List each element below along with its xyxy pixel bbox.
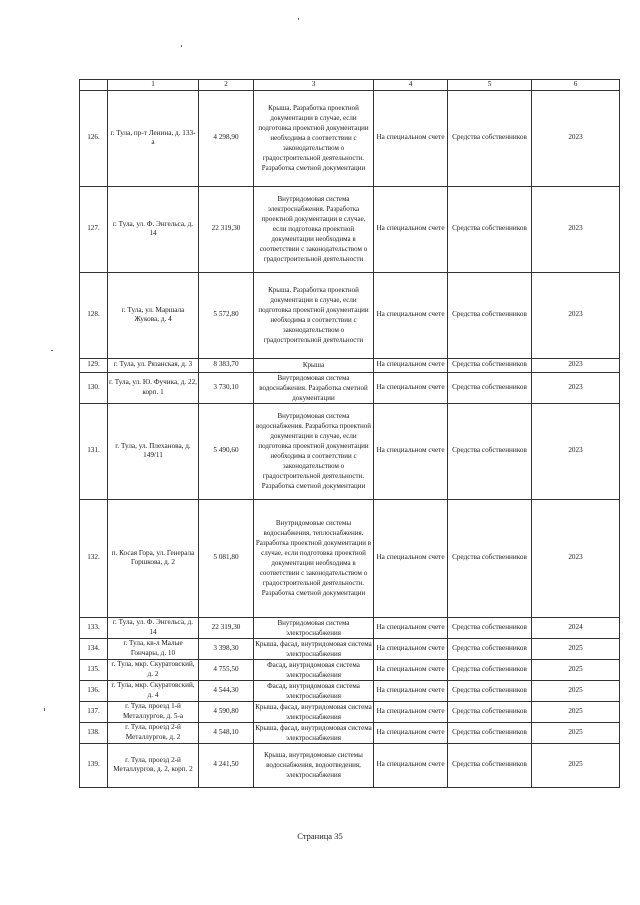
row-number-cell: 133. <box>80 617 108 638</box>
address-cell: г. Тула, проезд 2-й Металлургов, д. 2 <box>108 722 199 743</box>
table-row <box>80 403 620 499</box>
address-cell: г. Тула, мкр. Скуратовский, д. 4 <box>108 680 199 701</box>
table-row <box>80 272 620 358</box>
account-cell: На специальном счете <box>374 722 448 743</box>
address-cell: г. Тула, ул. Плеханова, д. 149/11 <box>108 403 199 499</box>
area-cell: 22 319,30 <box>199 186 254 272</box>
work-type-cell: Крыша, фасад, внутридомовая система электроснабжения <box>255 723 372 742</box>
work-type-cell: Крыша, фасад, внутридомовая система электроснабжения <box>255 639 372 658</box>
table-row <box>80 638 620 659</box>
account-cell: На специальном счете <box>374 638 448 659</box>
year-cell: 2025 <box>532 743 620 787</box>
area-cell: 4 544,30 <box>199 680 254 701</box>
funding-source-cell: Средства собственников <box>448 90 532 186</box>
table-row <box>80 701 620 722</box>
area-cell: 4 548,10 <box>199 722 254 743</box>
year-cell: 2023 <box>532 186 620 272</box>
area-cell: 8 383,70 <box>199 358 254 372</box>
funding-source-cell: Средства собственников <box>448 358 532 372</box>
funding-source-cell: Средства собственников <box>448 186 532 272</box>
table-row <box>80 659 620 680</box>
account-cell: На специальном счете <box>374 403 448 499</box>
header-cell-2: 2 <box>199 80 254 91</box>
year-cell: 2024 <box>532 617 620 638</box>
scan-speck <box>44 708 45 711</box>
address-cell: г. Тула, ул. Ф. Энгельса, д. 14 <box>108 617 199 638</box>
work-type-cell: Крыша, внутридомовые системы водоснабжения, водоотведения, электроснабжения <box>254 743 374 787</box>
area-cell: 22 319,30 <box>199 617 254 638</box>
area-cell: 4 755,50 <box>199 659 254 680</box>
year-cell: 2023 <box>532 499 620 617</box>
account-cell: На специальном счете <box>374 272 448 358</box>
header-cell-num <box>80 80 108 91</box>
table-row <box>80 617 620 638</box>
scan-speck <box>181 45 182 47</box>
table-row <box>80 372 620 403</box>
table-row <box>80 743 620 787</box>
row-number-cell: 126. <box>80 90 108 186</box>
table-row <box>80 186 620 272</box>
year-cell: 2025 <box>532 638 620 659</box>
account-cell: На специальном счете <box>374 499 448 617</box>
row-number-cell: 139. <box>80 743 108 787</box>
area-cell: 5 081,80 <box>199 499 254 617</box>
funding-source-cell: Средства собственников <box>448 722 532 743</box>
address-cell: г. Тула, пр-т Ленина, д. 133-а <box>108 90 199 186</box>
row-number-cell: 137. <box>80 701 108 722</box>
address-cell: г. Тула, ул. Ф. Энгельса, д. 14 <box>108 186 199 272</box>
address-cell: г. Тула, ул. Маршала Жукова, д. 4 <box>108 272 199 358</box>
row-number-cell: 131. <box>80 403 108 499</box>
area-cell: 3 398,30 <box>199 638 254 659</box>
year-cell: 2023 <box>532 358 620 372</box>
account-cell: На специальном счете <box>374 680 448 701</box>
work-type-cell: Крыша <box>254 358 374 372</box>
table-row <box>80 499 620 617</box>
header-cell-1: 1 <box>108 80 199 91</box>
year-cell: 2023 <box>532 90 620 186</box>
row-number-cell: 134. <box>80 638 108 659</box>
address-cell: г. Тула, проезд 2-й Металлургов, д. 2, корп. 2 <box>108 743 199 787</box>
address-cell: г. Тула, ул. Рязанская, д. 3 <box>108 358 199 372</box>
year-cell: 2023 <box>532 272 620 358</box>
funding-source-cell: Средства собственников <box>448 701 532 722</box>
table-row <box>80 722 620 743</box>
work-type-cell: Крыша. Разработка проектной документации в случае, если подготовка проектной документации необходима в соответствии с законодательством о градостроительной деятельности <box>254 272 374 358</box>
account-cell: На специальном счете <box>374 659 448 680</box>
header-row <box>80 80 620 91</box>
work-type-cell: Внутридомовая система водоснабжения. Разработка проектной документации в случае, если подготовка проектной документации необходима в соответствии с законодательством о градостроительной деятельности. Разработка сметной документации <box>254 403 374 499</box>
funding-source-cell: Средства собственников <box>448 403 532 499</box>
work-type-cell: Крыша. Разработка проектной документации в случае, если подготовка проектной документации необходима в соответствии с законодательством о градостроительной деятельности. Разработка сметной документации <box>254 90 374 186</box>
account-cell: На специальном счете <box>374 743 448 787</box>
address-cell: г. Тула, проезд 1-й Металлургов, д. 5-а <box>108 701 199 722</box>
row-number-cell: 129. <box>80 358 108 372</box>
address-cell: п. Косая Гора, ул. Генерала Горшкова, д. 2 <box>108 499 199 617</box>
table-row <box>80 680 620 701</box>
year-cell: 2025 <box>532 659 620 680</box>
funding-source-cell: Средства собственников <box>448 372 532 403</box>
funding-source-cell: Средства собственников <box>448 617 532 638</box>
account-cell: На специальном счете <box>374 186 448 272</box>
area-cell: 3 730,10 <box>199 372 254 403</box>
work-type-cell: Внутридомовая система электроснабжения <box>254 617 374 638</box>
work-type-cell: Внутридомовые системы водоснабжения, теплоснабжения. Разработка проектной документации в случае, если подготовка проектной документации необходима в соответствии с законодательством о градостроительной деятельности. Разработка сметной документации <box>254 499 374 617</box>
funding-source-cell: Средства собственников <box>448 272 532 358</box>
address-cell: г. Тула, мкр. Скуратовский, д. 2 <box>108 659 199 680</box>
header-cell-5: 5 <box>448 80 532 91</box>
row-number-cell: 138. <box>80 722 108 743</box>
table-row <box>80 90 620 186</box>
work-type-cell: Фасад, внутридомовая система электроснабжения <box>254 680 374 701</box>
work-type-cell: Крыша, фасад, внутридомовая система электроснабжения <box>255 702 372 721</box>
account-cell: На специальном счете <box>374 617 448 638</box>
row-number-cell: 130. <box>80 372 108 403</box>
row-number-cell: 132. <box>80 499 108 617</box>
work-type-cell: Внутридомовая система водоснабжения. Разработка сметной документации <box>254 372 374 403</box>
area-cell: 5 490,60 <box>199 403 254 499</box>
row-number-cell: 128. <box>80 272 108 358</box>
row-number-cell: 136. <box>80 680 108 701</box>
year-cell: 2023 <box>532 372 620 403</box>
address-cell: г. Тула, кв-л Малые Гончары, д. 10 <box>108 638 199 659</box>
page-number: Страница 35 <box>297 831 343 841</box>
row-number-cell: 135. <box>80 659 108 680</box>
repair-program-table <box>79 79 620 788</box>
year-cell: 2025 <box>532 701 620 722</box>
header-cell-6: 6 <box>532 80 620 91</box>
table-row <box>80 358 620 372</box>
funding-source-cell: Средства собственников <box>448 743 532 787</box>
work-type-cell: Фасад, внутридомовая система электроснабжения <box>254 659 374 680</box>
area-cell: 5 572,80 <box>199 272 254 358</box>
work-type-cell: Внутридомовая система электроснабжения. Разработка проектной документации в случае, если подготовка проектной документации необходима в соответствии с законодательством о градостроительной деятельности <box>254 186 374 272</box>
year-cell: 2023 <box>532 403 620 499</box>
area-cell: 4 298,90 <box>199 90 254 186</box>
scan-speck <box>51 350 53 351</box>
header-cell-4: 4 <box>374 80 448 91</box>
account-cell: На специальном счете <box>374 90 448 186</box>
row-number-cell: 127. <box>80 186 108 272</box>
funding-source-cell: Средства собственников <box>448 499 532 617</box>
address-cell: г. Тула, ул. Ю. Фучика, д. 22, корп. 1 <box>108 372 199 403</box>
scan-speck <box>298 18 299 20</box>
year-cell: 2025 <box>532 722 620 743</box>
funding-source-cell: Средства собственников <box>448 638 532 659</box>
area-cell: 4 590,80 <box>199 701 254 722</box>
area-cell: 4 241,50 <box>199 743 254 787</box>
account-cell: На специальном счете <box>374 358 448 372</box>
year-cell: 2025 <box>532 680 620 701</box>
account-cell: На специальном счете <box>374 372 448 403</box>
header-cell-3: 3 <box>254 80 374 91</box>
funding-source-cell: Средства собственников <box>448 680 532 701</box>
funding-source-cell: Средства собственников <box>448 659 532 680</box>
account-cell: На специальном счете <box>374 701 448 722</box>
